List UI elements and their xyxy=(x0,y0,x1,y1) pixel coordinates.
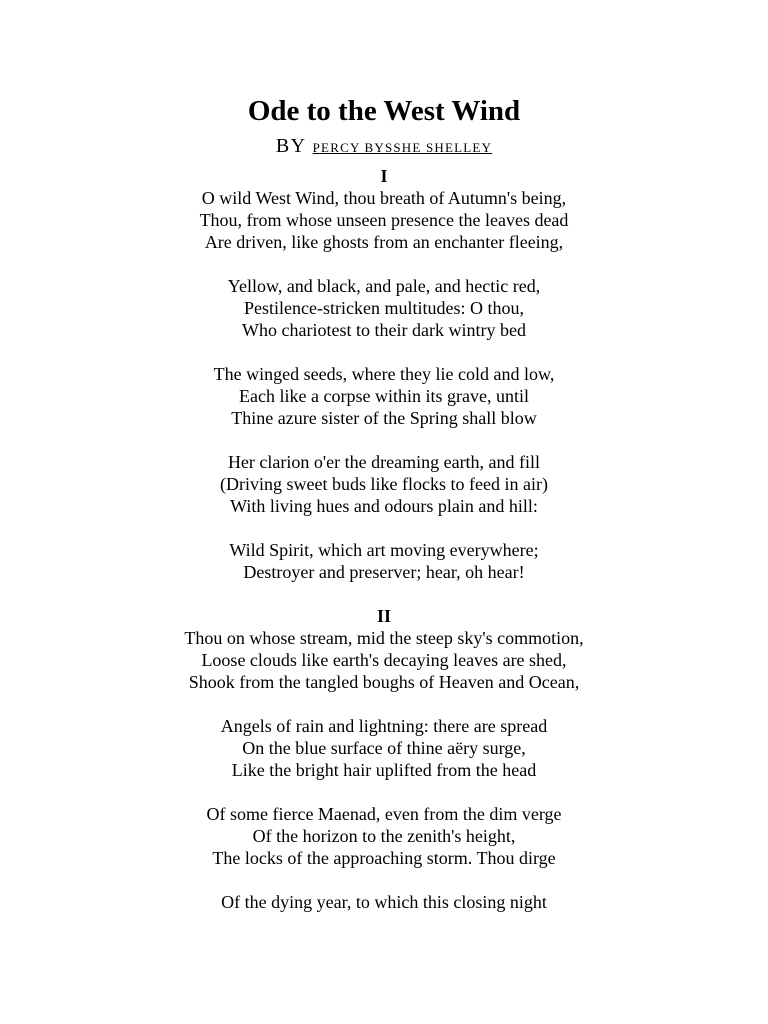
poem-line: The winged seeds, where they lie cold and low, xyxy=(213,364,555,384)
poem-line: On the blue surface of thine aëry surge, xyxy=(242,738,526,758)
section-heading: I xyxy=(380,166,388,186)
author-link[interactable]: PERCY BYSSHE SHELLEY xyxy=(312,140,493,155)
poem-line: Shook from the tangled boughs of Heaven and Ocean, xyxy=(188,672,580,692)
stanza xyxy=(0,275,768,341)
poem-line: Of some fierce Maenad, even from the dim verge xyxy=(206,804,562,824)
stanza xyxy=(0,363,768,429)
poem-line: Thou, from whose unseen presence the leaves dead xyxy=(199,210,569,230)
poem-line: Are driven, like ghosts from an enchanter fleeing, xyxy=(204,232,564,252)
poem-title: Ode to the West Wind xyxy=(247,95,521,127)
stanza xyxy=(0,187,768,253)
stanza xyxy=(0,803,768,869)
byline xyxy=(0,133,768,161)
section-heading: II xyxy=(376,606,391,626)
poem-line: Who chariotest to their dark wintry bed xyxy=(242,320,526,340)
stanza xyxy=(0,891,768,913)
poem-line: Yellow, and black, and pale, and hectic red, xyxy=(227,276,541,296)
poem-line: (Driving sweet buds like flocks to feed in air) xyxy=(220,474,548,494)
poem-line: Loose clouds like earth's decaying leaves are shed, xyxy=(201,650,567,670)
poem-line: O wild West Wind, thou breath of Autumn's being, xyxy=(201,188,567,208)
poem-line: Her clarion o'er the dreaming earth, and fill xyxy=(227,452,541,472)
poem-line: The locks of the approaching storm. Thou dirge xyxy=(212,848,556,868)
byline-prefix: BY xyxy=(275,135,307,157)
poem-line: Pestilence-stricken multitudes: O thou, xyxy=(244,298,524,318)
stanza xyxy=(0,627,768,693)
poem-line: Each like a corpse within its grave, until xyxy=(239,386,529,406)
stanza xyxy=(0,715,768,781)
poem-line: Of the dying year, to which this closing night xyxy=(221,892,547,912)
poem-line: Wild Spirit, which art moving everywhere; xyxy=(229,540,539,560)
poem-line: With living hues and odours plain and hill: xyxy=(230,496,538,516)
poem-line: Angels of rain and lightning: there are spread xyxy=(220,716,548,736)
poem-body xyxy=(0,165,768,913)
poem-line: Thou on whose stream, mid the steep sky's commotion, xyxy=(184,628,584,648)
poem-line: Like the bright hair uplifted from the head xyxy=(231,760,537,780)
poem-line: Of the horizon to the zenith's height, xyxy=(252,826,516,846)
stanza xyxy=(0,539,768,583)
poem-line: Destroyer and preserver; hear, oh hear! xyxy=(243,562,525,582)
poem-line: Thine azure sister of the Spring shall blow xyxy=(231,408,537,428)
stanza xyxy=(0,451,768,517)
